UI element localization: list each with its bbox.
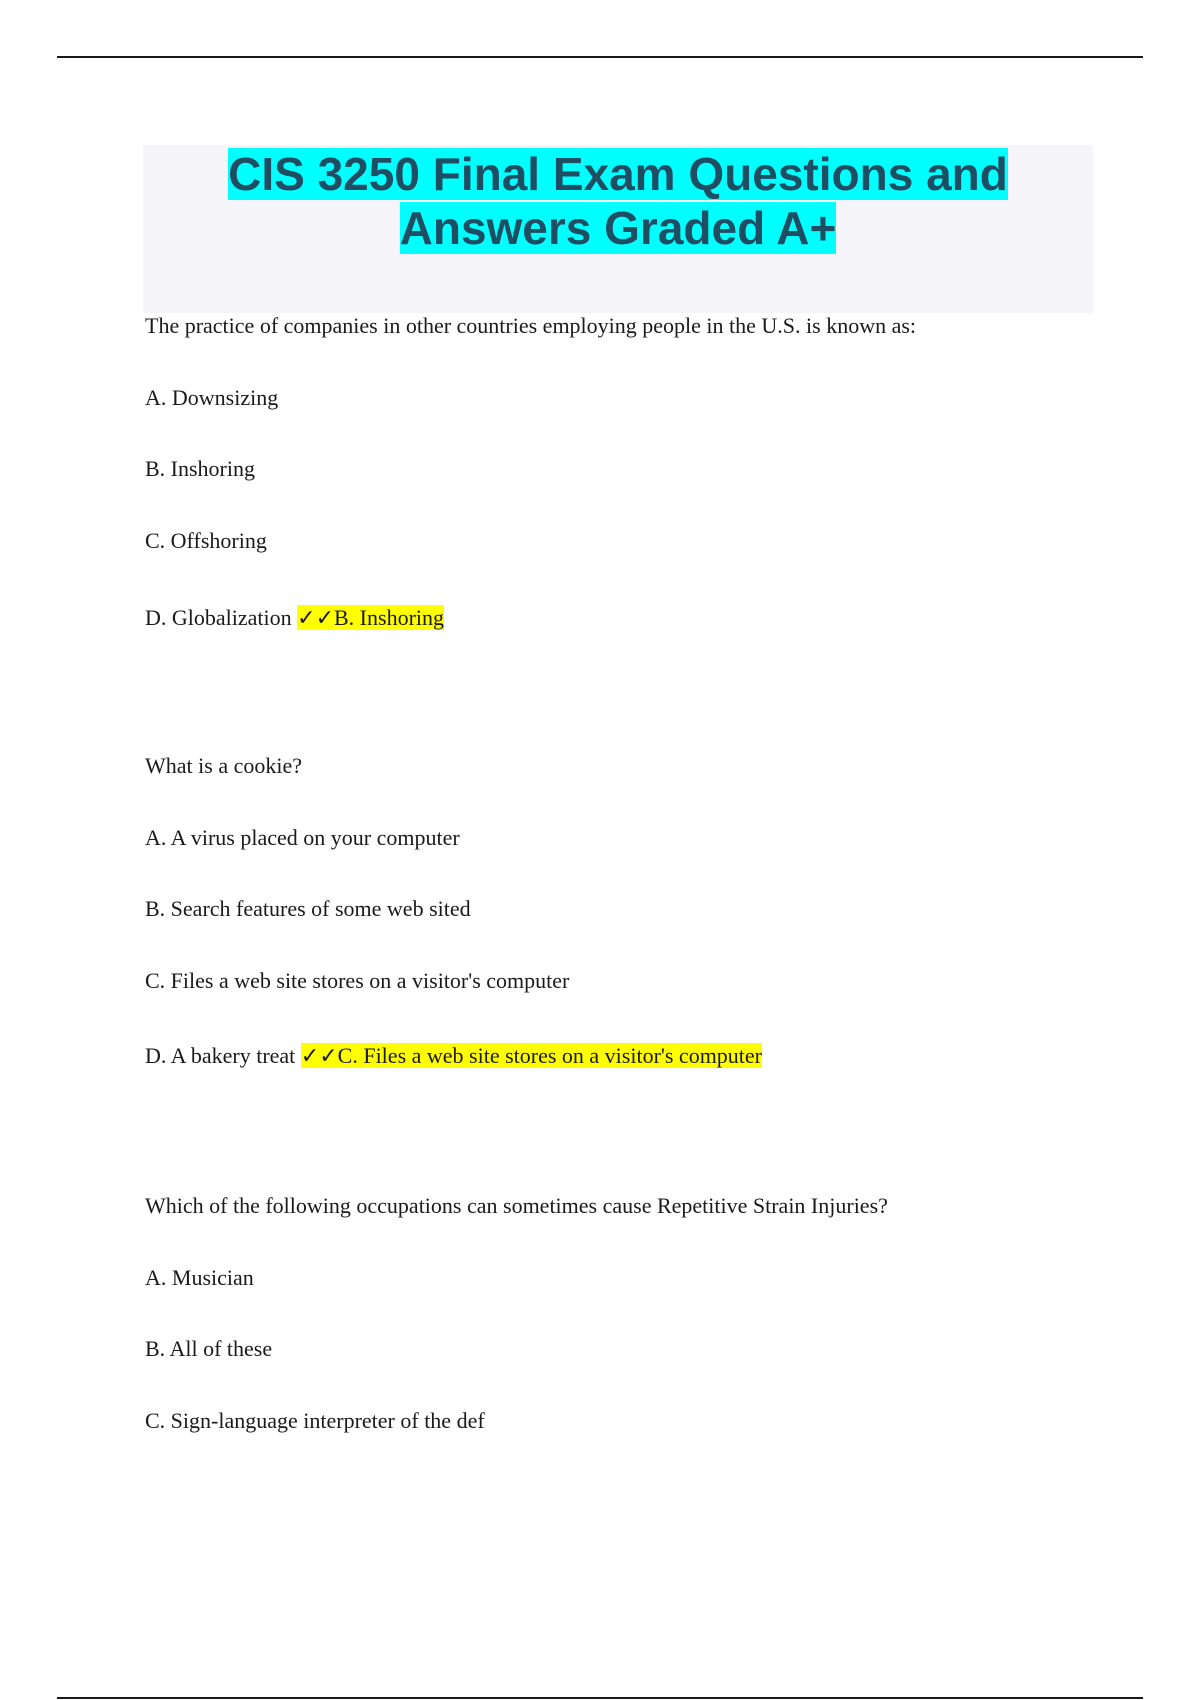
title-line-2: Answers Graded A+ (399, 202, 837, 254)
question-2-text: What is a cookie? (145, 753, 302, 778)
question-2-option-c: C. Files a web site stores on a visitor's computer (145, 968, 570, 993)
question-1-option-d-row (145, 604, 444, 632)
question-3-option-b: B. All of these (145, 1336, 273, 1361)
title-line-1: CIS 3250 Final Exam Questions and (228, 148, 1008, 200)
question-2-answer: ✓✓C. Files a web site stores on a visitor's computer (300, 1043, 763, 1068)
question-2-option-d-row (145, 1042, 762, 1070)
question-3-text: Which of the following occupations can sometimes cause Repetitive Strain Injuries? (145, 1193, 888, 1218)
question-1-text: The practice of companies in other countries employing people in the U.S. is known as: (145, 313, 917, 338)
question-2-option-d: D. A bakery treat (145, 1043, 296, 1068)
question-2-option-b: B. Search features of some web sited (145, 896, 471, 921)
question-1-option-c: C. Offshoring (145, 528, 267, 553)
title-block (143, 145, 1093, 313)
question-1-option-a: A. Downsizing (145, 385, 279, 410)
document-title (143, 145, 1093, 255)
question-3-option-a: A. Musician (145, 1265, 254, 1290)
question-3-option-c: C. Sign-language interpreter of the def (145, 1408, 485, 1433)
bottom-rule (57, 1697, 1143, 1699)
question-2-option-a: A. A virus placed on your computer (145, 825, 460, 850)
question-1-option-d: D. Globalization (145, 605, 292, 630)
question-1-answer: ✓✓B. Inshoring (297, 605, 445, 630)
question-1-option-b: B. Inshoring (145, 456, 255, 481)
top-rule (57, 56, 1143, 58)
